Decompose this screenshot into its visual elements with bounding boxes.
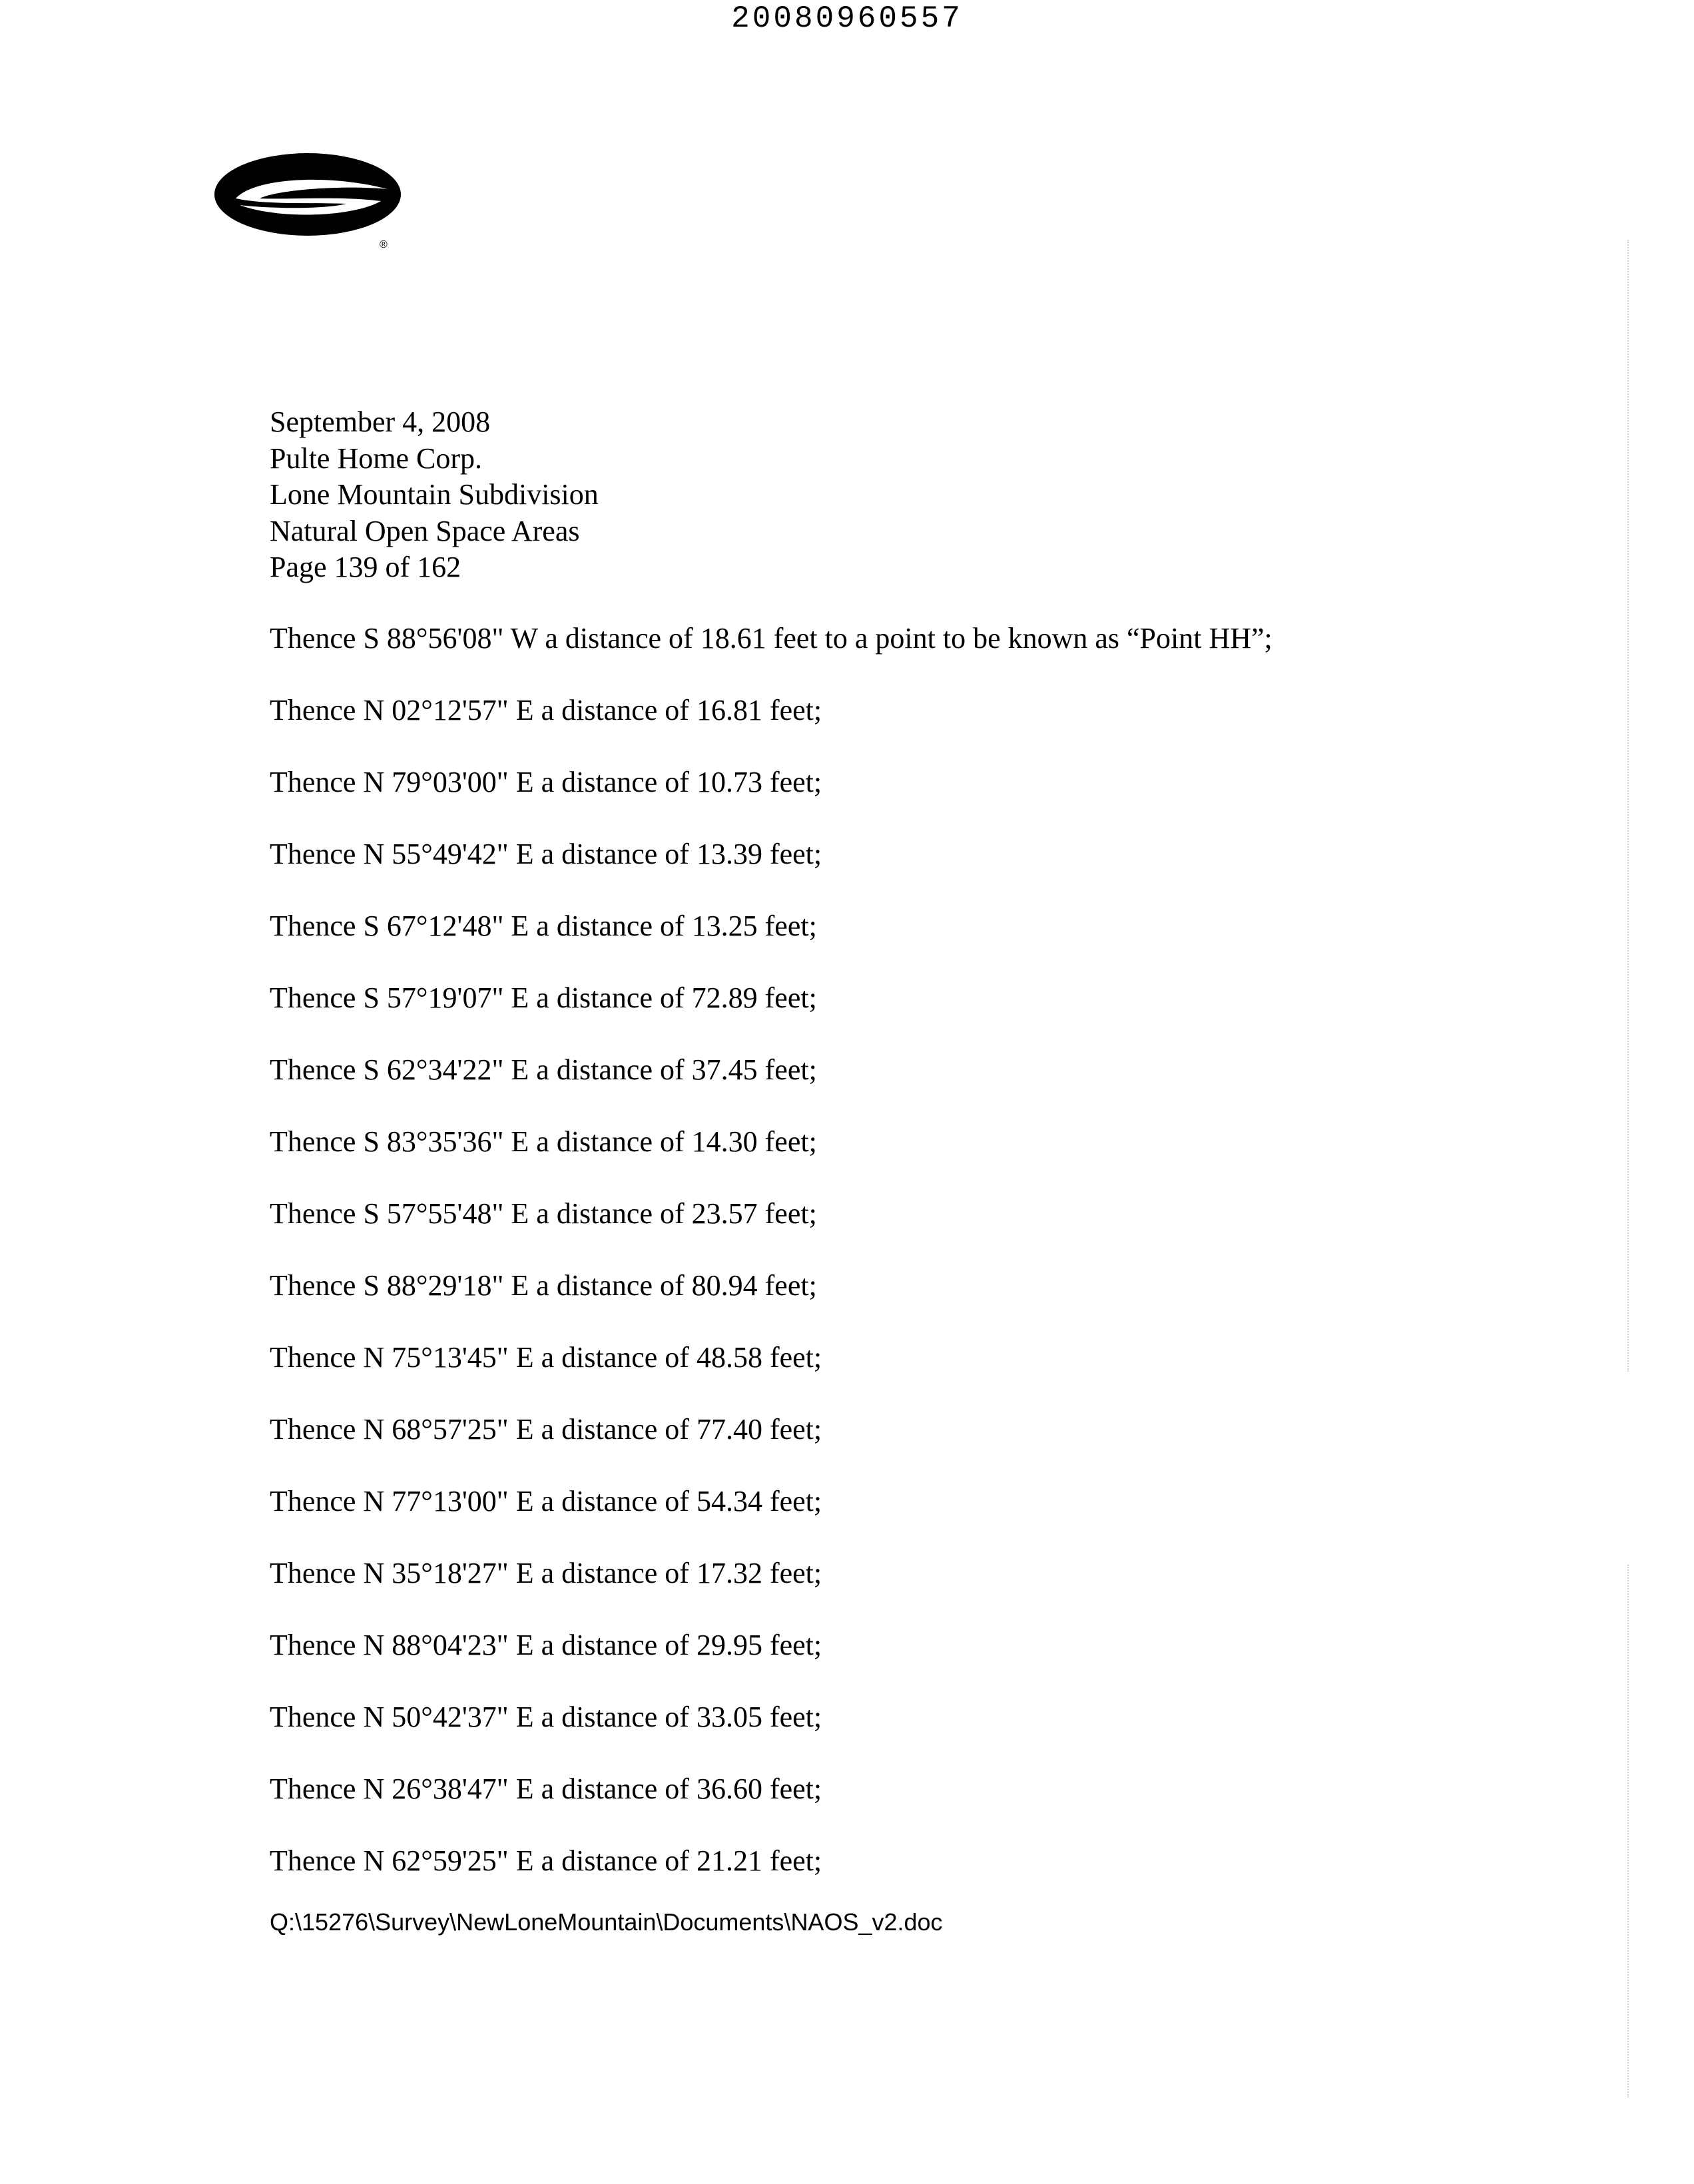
survey-course-line: Thence N 88°04'23" E a distance of 29.95 feet;	[270, 1629, 822, 1661]
survey-course-line: Thence N 55°49'42" E a distance of 13.39 feet;	[270, 838, 822, 870]
header-area: Natural Open Space Areas	[270, 514, 580, 547]
survey-course-line: Thence N 02°12'57" E a distance of 16.81 feet;	[270, 694, 822, 726]
stylized-s-oval-logo-icon	[213, 152, 413, 252]
letter-header	[270, 404, 599, 586]
scan-edge-artifact	[1627, 240, 1630, 1372]
survey-course-line: Thence S 83°35'36" E a distance of 14.30 feet;	[270, 1125, 817, 1158]
survey-course-line: Thence S 57°55'48" E a distance of 23.57 feet;	[270, 1197, 817, 1230]
scan-edge-artifact	[1627, 1565, 1630, 2097]
survey-course-line: Thence N 68°57'25" E a distance of 77.40 feet;	[270, 1413, 822, 1446]
survey-course-line: Thence N 77°13'00" E a distance of 54.34 feet;	[270, 1485, 822, 1517]
survey-course-list	[270, 621, 1272, 1915]
registered-mark: ®	[380, 239, 388, 250]
survey-course-line: Thence N 26°38'47" E a distance of 36.60 feet;	[270, 1773, 822, 1805]
document-number: 20080960557	[731, 1, 963, 36]
document-file-path: Q:\15276\Survey\NewLoneMountain\Documents\NAOS_v2.doc	[270, 1908, 943, 1936]
survey-course-line: Thence S 62°34'22" E a distance of 37.45 feet;	[270, 1053, 817, 1086]
survey-course-line: Thence N 79°03'00" E a distance of 10.73 feet;	[270, 766, 822, 798]
survey-course-line: Thence S 57°19'07" E a distance of 72.89 feet;	[270, 981, 817, 1014]
survey-course-line: Thence N 62°59'25" E a distance of 21.21 feet;	[270, 1844, 822, 1877]
header-company: Pulte Home Corp.	[270, 441, 482, 475]
company-logo	[213, 152, 413, 252]
survey-course-line: Thence N 50°42'37" E a distance of 33.05 feet;	[270, 1701, 822, 1733]
survey-course-line: Thence N 35°18'27" E a distance of 17.32 feet;	[270, 1557, 822, 1589]
header-date: September 4, 2008	[270, 406, 491, 438]
survey-course-line: Thence S 88°29'18" E a distance of 80.94 feet;	[270, 1269, 817, 1302]
survey-course-line: Thence N 75°13'45" E a distance of 48.58 feet;	[270, 1341, 822, 1374]
header-page-number: Page 139 of 162	[270, 551, 461, 583]
survey-course-line: Thence S 88°56'08" W a distance of 18.61 feet to a point to be known as “Point HH”;	[270, 622, 1272, 655]
header-subdivision: Lone Mountain Subdivision	[270, 478, 599, 511]
survey-course-line: Thence S 67°12'48" E a distance of 13.25 feet;	[270, 910, 817, 942]
